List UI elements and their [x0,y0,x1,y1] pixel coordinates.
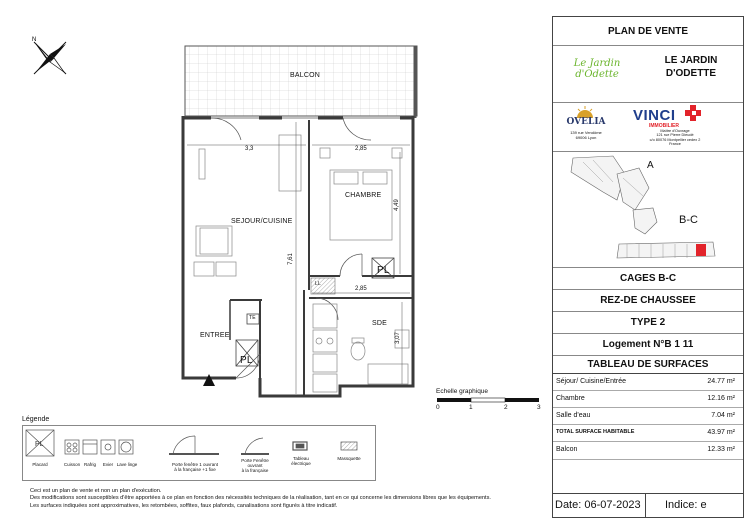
footer-row [553,493,743,518]
title-block [552,16,744,518]
legend-caption: Tableau électrique [291,456,311,466]
note-line: Des modifications sont susceptibles d'être apportées à ce plan en fonction des nécessités techniques de la réalisation, tant en ce qui concerne les dimensions libres que les équipements. [30,495,491,502]
legend-caption: Evier [102,462,114,467]
surface-label: TOTAL SURFACE HABITABLE [556,429,635,435]
project-name-line: LE JARDIN [664,55,718,66]
ovelia-sun-icon [575,105,589,115]
surface-label: Chambre [556,395,585,402]
surface-total-row [553,425,743,442]
scale-tick: 1 [469,404,473,411]
surface-label: Séjour/ Cuisine/Entrée [556,378,627,385]
building-a-label: A [647,160,654,171]
entree-label: ENTREE [200,332,230,339]
level-label: REZ-DE CHAUSSEE [553,290,743,312]
legend-caption: Cuisson [63,462,81,467]
chambre-label: CHAMBRE [345,192,382,199]
scale-tick: 2 [504,404,508,411]
surface-row [553,442,743,460]
dimension-label: 2,85 [355,286,367,292]
dimension-label: 3,3 [245,146,254,152]
date-label: Date: 06-07-2023 [555,499,641,511]
dimension-label: 7,61 [287,253,294,265]
sde-label: SDE [372,320,387,327]
legend-symbol: PL [35,441,44,448]
dimension-label: 4,49 [393,199,400,211]
balcony-area [185,46,417,116]
surface-row [553,391,743,408]
furniture [194,135,409,392]
surface-row [553,408,743,425]
svg-text:N: N [32,37,37,43]
dimension-label: 2,85 [355,146,367,152]
north-arrow-icon [32,37,66,74]
logo-row [553,46,743,103]
logement-label: Logement N°B 1 11 [553,334,743,356]
surface-row [553,374,743,391]
surface-label: Salle d'eau [556,412,591,419]
surface-label: Balcon [556,446,578,453]
surfaces-table-title: TABLEAU DE SURFACES [553,356,743,374]
lave-linge-label: LL [315,281,321,287]
legend-title: Légende [22,416,50,423]
placard-label: PL [240,355,253,366]
project-name [641,54,741,80]
panel-title: PLAN DE VENTE [553,17,743,46]
vinci-address: Maître d'Ouvrage 121 rue Pierre Dieudé c/o 80076 Montpellier cedex 2 France [649,129,701,146]
vinci-immobilier-label: IMMOBILIER [649,123,679,129]
ovelia-address: 139 rue Vendôme 69006 Lyon [570,130,602,140]
legend-caption: Porte fenêtre 1 ouvrant à la française +1 fixe [171,462,219,472]
surface-value: 24.77 m² [707,378,735,385]
indice-label: Indice: e [665,499,707,511]
building-bc-label: B-C [679,214,698,226]
scale-tick: 3 [537,404,541,411]
apartment-location-marker [696,244,706,256]
cages-label: CAGES B-C [553,268,743,290]
developer-logo-row [553,103,743,152]
legend-caption: Massquette [337,456,361,461]
legend-caption: Rafrig [83,462,96,467]
surface-value: 43.97 m² [707,429,735,436]
surface-value: 7.04 m² [711,412,735,419]
legend [22,425,376,481]
legend-caption: Porte Fenêtre ouvrant à la française [241,458,269,473]
vinci-mark-icon [685,105,701,121]
legend-caption: Lave linge [116,462,138,467]
vinci-logo: VINCI [633,107,676,124]
surface-value: 12.33 m² [707,446,735,453]
scale-tick: 0 [436,404,440,411]
entrance-arrow-icon [203,374,215,386]
legend-caption: Placard [32,462,48,467]
balcon-label: BALCON [290,72,320,79]
site-map [553,152,743,268]
graphic-scale [437,398,539,402]
project-name-line: D'ODETTE [665,68,717,79]
dimension-label: 3,07 [394,332,401,344]
type-label: TYPE 2 [553,312,743,334]
disclaimer-notes [30,488,550,510]
placard-label: PL [377,265,390,276]
note-line: Les surfaces indiquées sont approximatives, les retombées, soffites, faux plafonds, canalisations sont figurés à titre indicatif. [30,502,338,509]
ovelia-logo: OVELIA [566,117,606,127]
scale-title: Echelle graphique [436,388,489,395]
tableau-electrique-label: TE [249,315,256,321]
sejour-label: SEJOUR/CUISINE [231,218,293,225]
note-line: Ceci est un plan de vente et non un plan d'exécution. [30,488,162,494]
surface-value: 12.16 m² [707,395,735,402]
jardin-odette-logo: Le Jardin d'Odette [573,58,621,80]
